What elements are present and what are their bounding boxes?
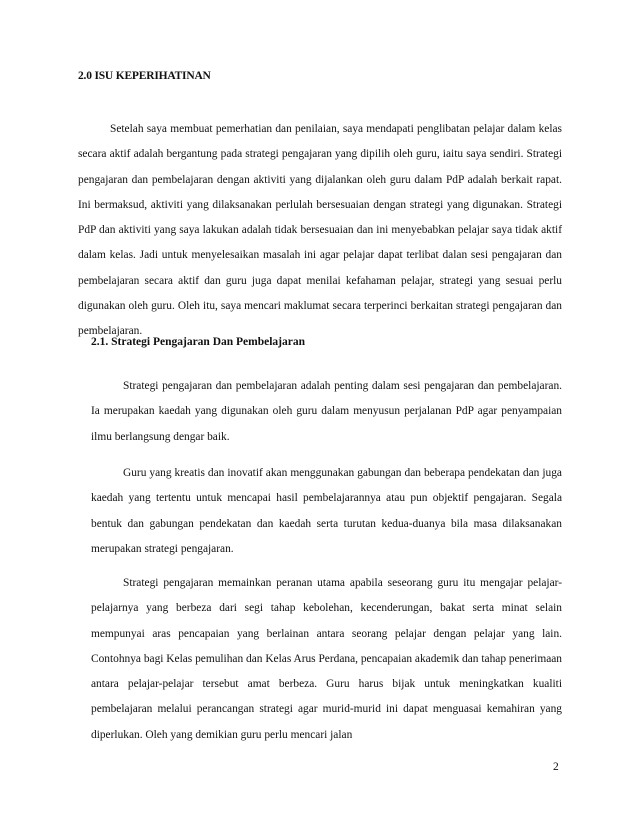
paragraph-intro: Setelah saya membuat pemerhatian dan penilaian, saya mendapati penglibatan pelajar dalam kelas secara aktif adalah bergantung pada strategi pengajaran yang dipilih oleh guru, iaitu saya sendiri. Strategi pengajaran dan pembelajaran dengan aktiviti yang dijalankan oleh guru dalam PdP adalah berkait rapat. Ini bermaksud, aktiviti yang dilaksanakan perlulah bersesuaian dengan strategi yang digunakan. Strategi PdP dan aktiviti yang saya lakukan adalah tidak bersesuaian dan ini menyebabkan pelajar saya tidak aktif dalam kelas. Jadi untuk menyelesaikan masalah ini agar pelajar dapat terlibat dalan sesi pengajaran dan pembelajaran secara aktif dan guru juga dapat menilai kefahaman pelajar, strategi yang sesuai perlu digunakan oleh guru. Oleh itu, saya mencari maklumat secara terperinci berkaitan strategi pengajaran dan pembelajaran. [78, 123, 562, 338]
paragraph-definition: Strategi pengajaran dan pembelajaran adalah penting dalam sesi pengajaran dan pembelajaran. Ia merupakan kaedah yang digunakan oleh guru dalam menyusun perjalanan PdP agar penyampaian ilmu berlangsung dengar baik. [91, 380, 562, 443]
page-number: 2 [553, 761, 559, 773]
section-heading: 2.0 ISU KEPERIHATINAN [78, 70, 211, 82]
paragraph-creative-teacher: Guru yang kreatis dan inovatif akan menggunakan gabungan dan beberapa pendekatan dan juga kaedah yang tertentu untuk mencapai hasil pembelajarannya atau pun objektif pengajaran. Segala bentuk dan gabungan pendekatan dan kaedah serta turutan kedua-duanya bila masa dilaksanakan merupakan strategi pengajaran. [91, 467, 562, 555]
subsection-heading: 2.1. Strategi Pengajaran Dan Pembelajaran [91, 336, 305, 348]
paragraph-strategy-role: Strategi pengajaran memainkan peranan utama apabila seseorang guru itu mengajar pelajar-pelajarnya yang berbeza dari segi tahap kebolehan, kecenderungan, bakat serta minat selain mempunyai aras pencapaian yang berlainan antara seorang pelajar dengan pelajar yang lain. Contohnya bagi Kelas pemulihan dan Kelas Arus Perdana, pencapaian akademik dan tahap penerimaan antara pelajar-pelajar tersebut amat berbeza. Guru harus bijak untuk meningkatkan kualiti pembelajaran melalui perancangan strategi agar murid-murid ini dapat menguasai kemahiran yang diperlukan. Oleh yang demikian guru perlu mencari jalan [91, 577, 562, 741]
